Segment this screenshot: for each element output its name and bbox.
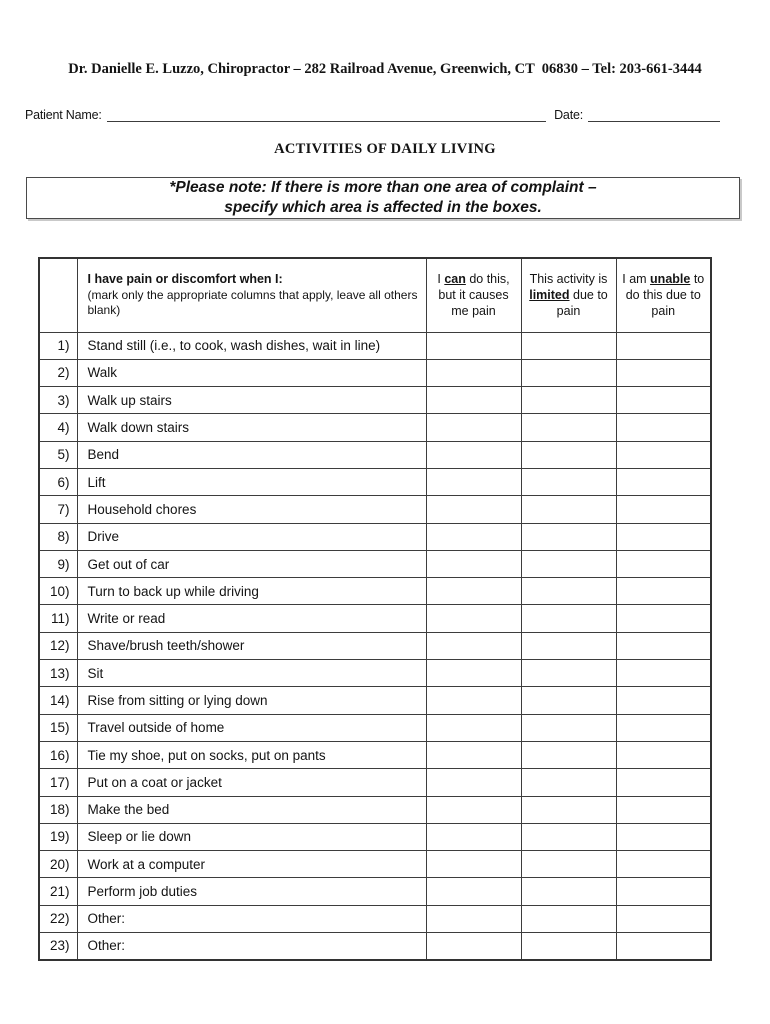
mark-cell-unable[interactable] — [616, 741, 711, 768]
row-number: 13) — [39, 660, 77, 687]
activity-header-subtitle: (mark only the appropriate columns that apply, leave all others blank) — [87, 288, 418, 318]
row-number: 10) — [39, 578, 77, 605]
note-box — [26, 177, 740, 219]
header-number-cell — [39, 258, 77, 332]
mark-cell-unable[interactable] — [616, 660, 711, 687]
mark-cell-can[interactable] — [426, 878, 521, 905]
mark-cell-unable[interactable] — [616, 796, 711, 823]
row-number: 2) — [39, 359, 77, 386]
mark-cell-can[interactable] — [426, 441, 521, 468]
mark-cell-unable[interactable] — [616, 496, 711, 523]
activity-label: Put on a coat or jacket — [77, 769, 426, 796]
table-row — [39, 387, 711, 414]
mark-cell-can[interactable] — [426, 687, 521, 714]
row-number: 6) — [39, 468, 77, 495]
mark-cell-limited[interactable] — [521, 578, 616, 605]
activity-label: Lift — [77, 468, 426, 495]
table-row — [39, 769, 711, 796]
mark-cell-limited[interactable] — [521, 933, 616, 960]
table-row — [39, 741, 711, 768]
adl-table-header — [39, 258, 711, 332]
activity-label: Stand still (i.e., to cook, wash dishes, wait in line) — [77, 332, 426, 359]
mark-cell-limited[interactable] — [521, 414, 616, 441]
mark-cell-can[interactable] — [426, 851, 521, 878]
table-row — [39, 933, 711, 960]
activity-label: Work at a computer — [77, 851, 426, 878]
note-line-1: *Please note: If there is more than one area of complaint – — [169, 178, 597, 196]
mark-cell-can[interactable] — [426, 468, 521, 495]
row-number: 7) — [39, 496, 77, 523]
table-row — [39, 905, 711, 932]
mark-cell-limited[interactable] — [521, 851, 616, 878]
mark-cell-limited[interactable] — [521, 387, 616, 414]
row-number: 14) — [39, 687, 77, 714]
mark-cell-can[interactable] — [426, 823, 521, 850]
note-line-2: specify which area is affected in the boxes. — [224, 199, 542, 216]
activity-label: Make the bed — [77, 796, 426, 823]
mark-cell-unable[interactable] — [616, 414, 711, 441]
form-title: ACTIVITIES OF DAILY LIVING — [274, 141, 496, 157]
table-row — [39, 359, 711, 386]
mark-cell-can[interactable] — [426, 414, 521, 441]
table-row — [39, 605, 711, 632]
mark-cell-limited[interactable] — [521, 332, 616, 359]
table-row — [39, 578, 711, 605]
mark-cell-limited[interactable] — [521, 441, 616, 468]
unable-pre: I am — [622, 271, 651, 286]
mark-cell-limited[interactable] — [521, 905, 616, 932]
mark-cell-unable[interactable] — [616, 878, 711, 905]
table-row — [39, 878, 711, 905]
mark-cell-can[interactable] — [426, 769, 521, 796]
mark-cell-unable[interactable] — [616, 550, 711, 577]
row-number: 20) — [39, 851, 77, 878]
activity-label: Get out of car — [77, 550, 426, 577]
mark-cell-limited[interactable] — [521, 769, 616, 796]
mark-cell-limited[interactable] — [521, 823, 616, 850]
mark-cell-can[interactable] — [426, 359, 521, 386]
table-row — [39, 441, 711, 468]
mark-cell-unable[interactable] — [616, 468, 711, 495]
mark-cell-can[interactable] — [426, 714, 521, 741]
unable-post: to do this due to pain — [625, 271, 705, 319]
table-row — [39, 660, 711, 687]
table-row — [39, 496, 711, 523]
mark-cell-unable[interactable] — [616, 714, 711, 741]
activity-label: Sit — [77, 660, 426, 687]
activity-label: Travel outside of home — [77, 714, 426, 741]
mark-cell-limited[interactable] — [521, 660, 616, 687]
row-number: 4) — [39, 414, 77, 441]
row-number: 11) — [39, 605, 77, 632]
patient-name-label: Patient Name: — [25, 108, 102, 122]
row-number: 1) — [39, 332, 77, 359]
mark-cell-limited[interactable] — [521, 468, 616, 495]
mark-cell-limited[interactable] — [521, 605, 616, 632]
activity-label: Other: — [77, 933, 426, 960]
header-limited-cell — [521, 258, 616, 332]
unable-keyword: unable — [650, 271, 691, 286]
row-number: 9) — [39, 550, 77, 577]
row-number: 19) — [39, 823, 77, 850]
header-can-cell — [426, 258, 521, 332]
mark-cell-can[interactable] — [426, 741, 521, 768]
mark-cell-unable[interactable] — [616, 578, 711, 605]
activity-label: Other: — [77, 905, 426, 932]
mark-cell-limited[interactable] — [521, 496, 616, 523]
row-number: 3) — [39, 387, 77, 414]
table-row — [39, 714, 711, 741]
activity-label: Bend — [77, 441, 426, 468]
mark-cell-can[interactable] — [426, 933, 521, 960]
row-number: 18) — [39, 796, 77, 823]
row-number: 5) — [39, 441, 77, 468]
limited-pre: This activity is — [529, 271, 608, 286]
mark-cell-can[interactable] — [426, 387, 521, 414]
table-row — [39, 414, 711, 441]
activity-label: Write or read — [77, 605, 426, 632]
activity-label: Shave/brush teeth/shower — [77, 632, 426, 659]
mark-cell-can[interactable] — [426, 496, 521, 523]
mark-cell-unable[interactable] — [616, 605, 711, 632]
activity-label: Tie my shoe, put on socks, put on pants — [77, 741, 426, 768]
table-row — [39, 687, 711, 714]
mark-cell-limited[interactable] — [521, 632, 616, 659]
mark-cell-unable[interactable] — [616, 933, 711, 960]
mark-cell-unable[interactable] — [616, 769, 711, 796]
mark-cell-limited[interactable] — [521, 550, 616, 577]
activity-label: Drive — [77, 523, 426, 550]
row-number: 16) — [39, 741, 77, 768]
activity-label: Sleep or lie down — [77, 823, 426, 850]
mark-cell-unable[interactable] — [616, 632, 711, 659]
mark-cell-unable[interactable] — [616, 359, 711, 386]
header-row — [39, 258, 711, 332]
patient-name-input[interactable] — [107, 106, 547, 122]
can-keyword: can — [444, 271, 466, 286]
mark-cell-limited[interactable] — [521, 714, 616, 741]
adl-table-body — [39, 332, 711, 960]
mark-cell-unable[interactable] — [616, 687, 711, 714]
table-row — [39, 332, 711, 359]
row-number: 21) — [39, 878, 77, 905]
activity-label: Turn to back up while driving — [77, 578, 426, 605]
activity-label: Walk down stairs — [77, 414, 426, 441]
mark-cell-limited[interactable] — [521, 687, 616, 714]
mark-cell-can[interactable] — [426, 796, 521, 823]
limited-post: due to pain — [556, 288, 608, 319]
mark-cell-limited[interactable] — [521, 796, 616, 823]
activity-header-title: I have pain or discomfort when I: — [87, 272, 283, 287]
mark-cell-limited[interactable] — [521, 878, 616, 905]
table-row — [39, 823, 711, 850]
date-input[interactable] — [588, 106, 720, 122]
row-number: 15) — [39, 714, 77, 741]
mark-cell-can[interactable] — [426, 332, 521, 359]
mark-cell-limited[interactable] — [521, 741, 616, 768]
mark-cell-can[interactable] — [426, 550, 521, 577]
date-label: Date: — [554, 108, 583, 122]
table-row — [39, 796, 711, 823]
activity-label: Household chores — [77, 496, 426, 523]
table-row — [39, 851, 711, 878]
mark-cell-can[interactable] — [426, 660, 521, 687]
table-row — [39, 523, 711, 550]
header-activity-cell — [77, 258, 426, 332]
mark-cell-unable[interactable] — [616, 905, 711, 932]
mark-cell-limited[interactable] — [521, 523, 616, 550]
mark-cell-unable[interactable] — [616, 441, 711, 468]
table-row — [39, 468, 711, 495]
activity-label: Walk — [77, 359, 426, 386]
activity-label: Walk up stairs — [77, 387, 426, 414]
limited-keyword: limited — [529, 288, 570, 303]
adl-table — [38, 257, 712, 961]
table-row — [39, 550, 711, 577]
can-post: do this, but it causes me pain — [438, 271, 510, 319]
mark-cell-can[interactable] — [426, 578, 521, 605]
row-number: 8) — [39, 523, 77, 550]
mark-cell-unable[interactable] — [616, 523, 711, 550]
row-number: 23) — [39, 933, 77, 960]
table-row — [39, 632, 711, 659]
mark-cell-unable[interactable] — [616, 851, 711, 878]
mark-cell-unable[interactable] — [616, 332, 711, 359]
patient-date-row — [25, 106, 720, 122]
header-unable-cell — [616, 258, 711, 332]
mark-cell-can[interactable] — [426, 632, 521, 659]
row-number: 22) — [39, 905, 77, 932]
mark-cell-can[interactable] — [426, 605, 521, 632]
row-number: 17) — [39, 769, 77, 796]
mark-cell-can[interactable] — [426, 905, 521, 932]
clinic-header: Dr. Danielle E. Luzzo, Chiropractor – 282 Railroad Avenue, Greenwich, CT 06830 – Tel: 203-661-3444 — [68, 61, 702, 77]
can-pre: I — [437, 271, 445, 286]
mark-cell-can[interactable] — [426, 523, 521, 550]
activity-label: Rise from sitting or lying down — [77, 687, 426, 714]
row-number: 12) — [39, 632, 77, 659]
mark-cell-unable[interactable] — [616, 387, 711, 414]
mark-cell-limited[interactable] — [521, 359, 616, 386]
activity-label: Perform job duties — [77, 878, 426, 905]
mark-cell-unable[interactable] — [616, 823, 711, 850]
